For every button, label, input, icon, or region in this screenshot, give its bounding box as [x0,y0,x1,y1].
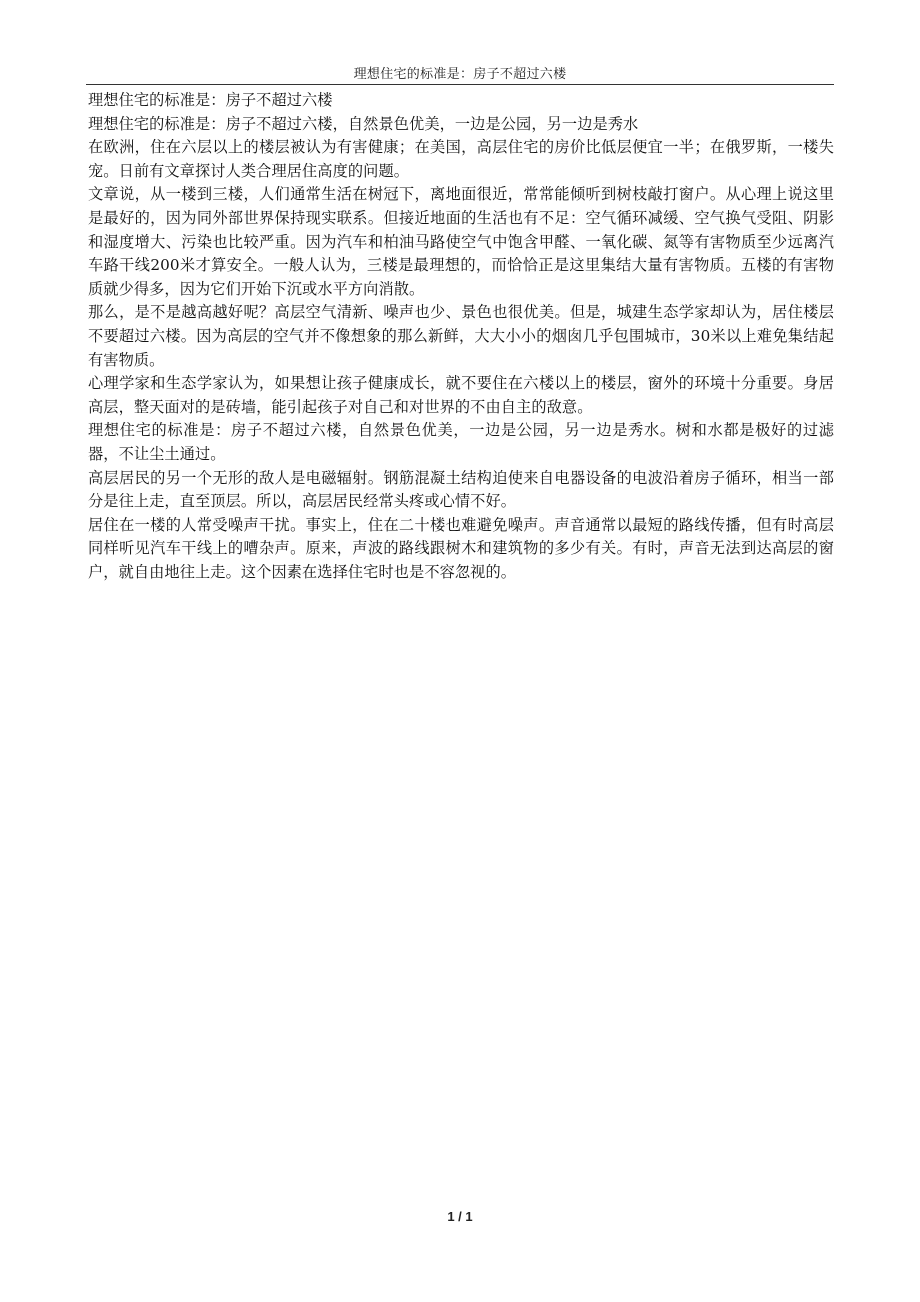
paragraph: 心理学家和生态学家认为，如果想让孩子健康成长，就不要住在六楼以上的楼层，窗外的环境十分重要。身居高层，整天面对的是砖墙，能引起孩子对自己和对世界的不由自主的敌意。 [88,374,834,416]
paragraph: 居住在一楼的人常受噪声干扰。事实上，住在二十楼也难避免噪声。声音通常以最短的路线传播，但有时高层同样听见汽车干线上的嘈杂声。原来，声波的路线跟树木和建筑物的多少有关。有时，声音无法到达高层的窗户，就自由地往上走。这个因素在选择住宅时也是不容忽视的。 [88,515,834,581]
paragraph: 理想住宅的标准是：房子不超过六楼，自然景色优美，一边是公园，另一边是秀水 [88,114,639,133]
header-divider [86,84,834,85]
running-header: 理想住宅的标准是：房子不超过六楼 [353,67,567,82]
document-body [88,89,834,584]
paragraph: 那么，是不是越高越好呢？高层空气清新、噪声也少、景色也很优美。但是，城建生态学家却认为，居住楼层不要超过六楼。因为高层的空气并不像想象的那么新鲜，大大小小的烟囱几乎包围城市，30米以上难免集结起有害物质。 [88,303,834,369]
paragraph: 理想住宅的标准是：房子不超过六楼，自然景色优美，一边是公园，另一边是秀水。树和水都是极好的过滤器，不让尘土通过。 [88,421,834,463]
document-title-line: 理想住宅的标准是：房子不超过六楼 [88,91,333,109]
page-number: 1 / 1 [447,1209,473,1224]
paragraph: 高层居民的另一个无形的敌人是电磁辐射。钢筋混凝土结构迫使来自电器设备的电波沿着房子循环，相当一部分是往上走，直至顶层。所以，高层居民经常头疼或心情不好。 [88,468,834,511]
paragraph: 在欧洲，住在六层以上的楼层被认为有害健康；在美国，高层住宅的房价比低层便宜一半；在俄罗斯，一楼失宠。日前有文章探讨人类合理居住高度的问题。 [88,138,834,180]
paragraph: 文章说，从一楼到三楼，人们通常生活在树冠下，离地面很近，常常能倾听到树枝敲打窗户。从心理上说这里是最好的，因为同外部世界保持现实联系。但接近地面的生活也有不足：空气循环减缓、空气换气受阻、阴影和湿度增大、污染也比较严重。因为汽车和柏油马路使空气中饱含甲醛、一氧化碳、氮等有害物质至少远离汽车路干线200米才算安全。一般人认为，三楼是最理想的，而恰恰正是这里集结大量有害物质。五楼的有害物质就少得多，因为它们开始下沉或水平方向消散。 [88,185,834,298]
